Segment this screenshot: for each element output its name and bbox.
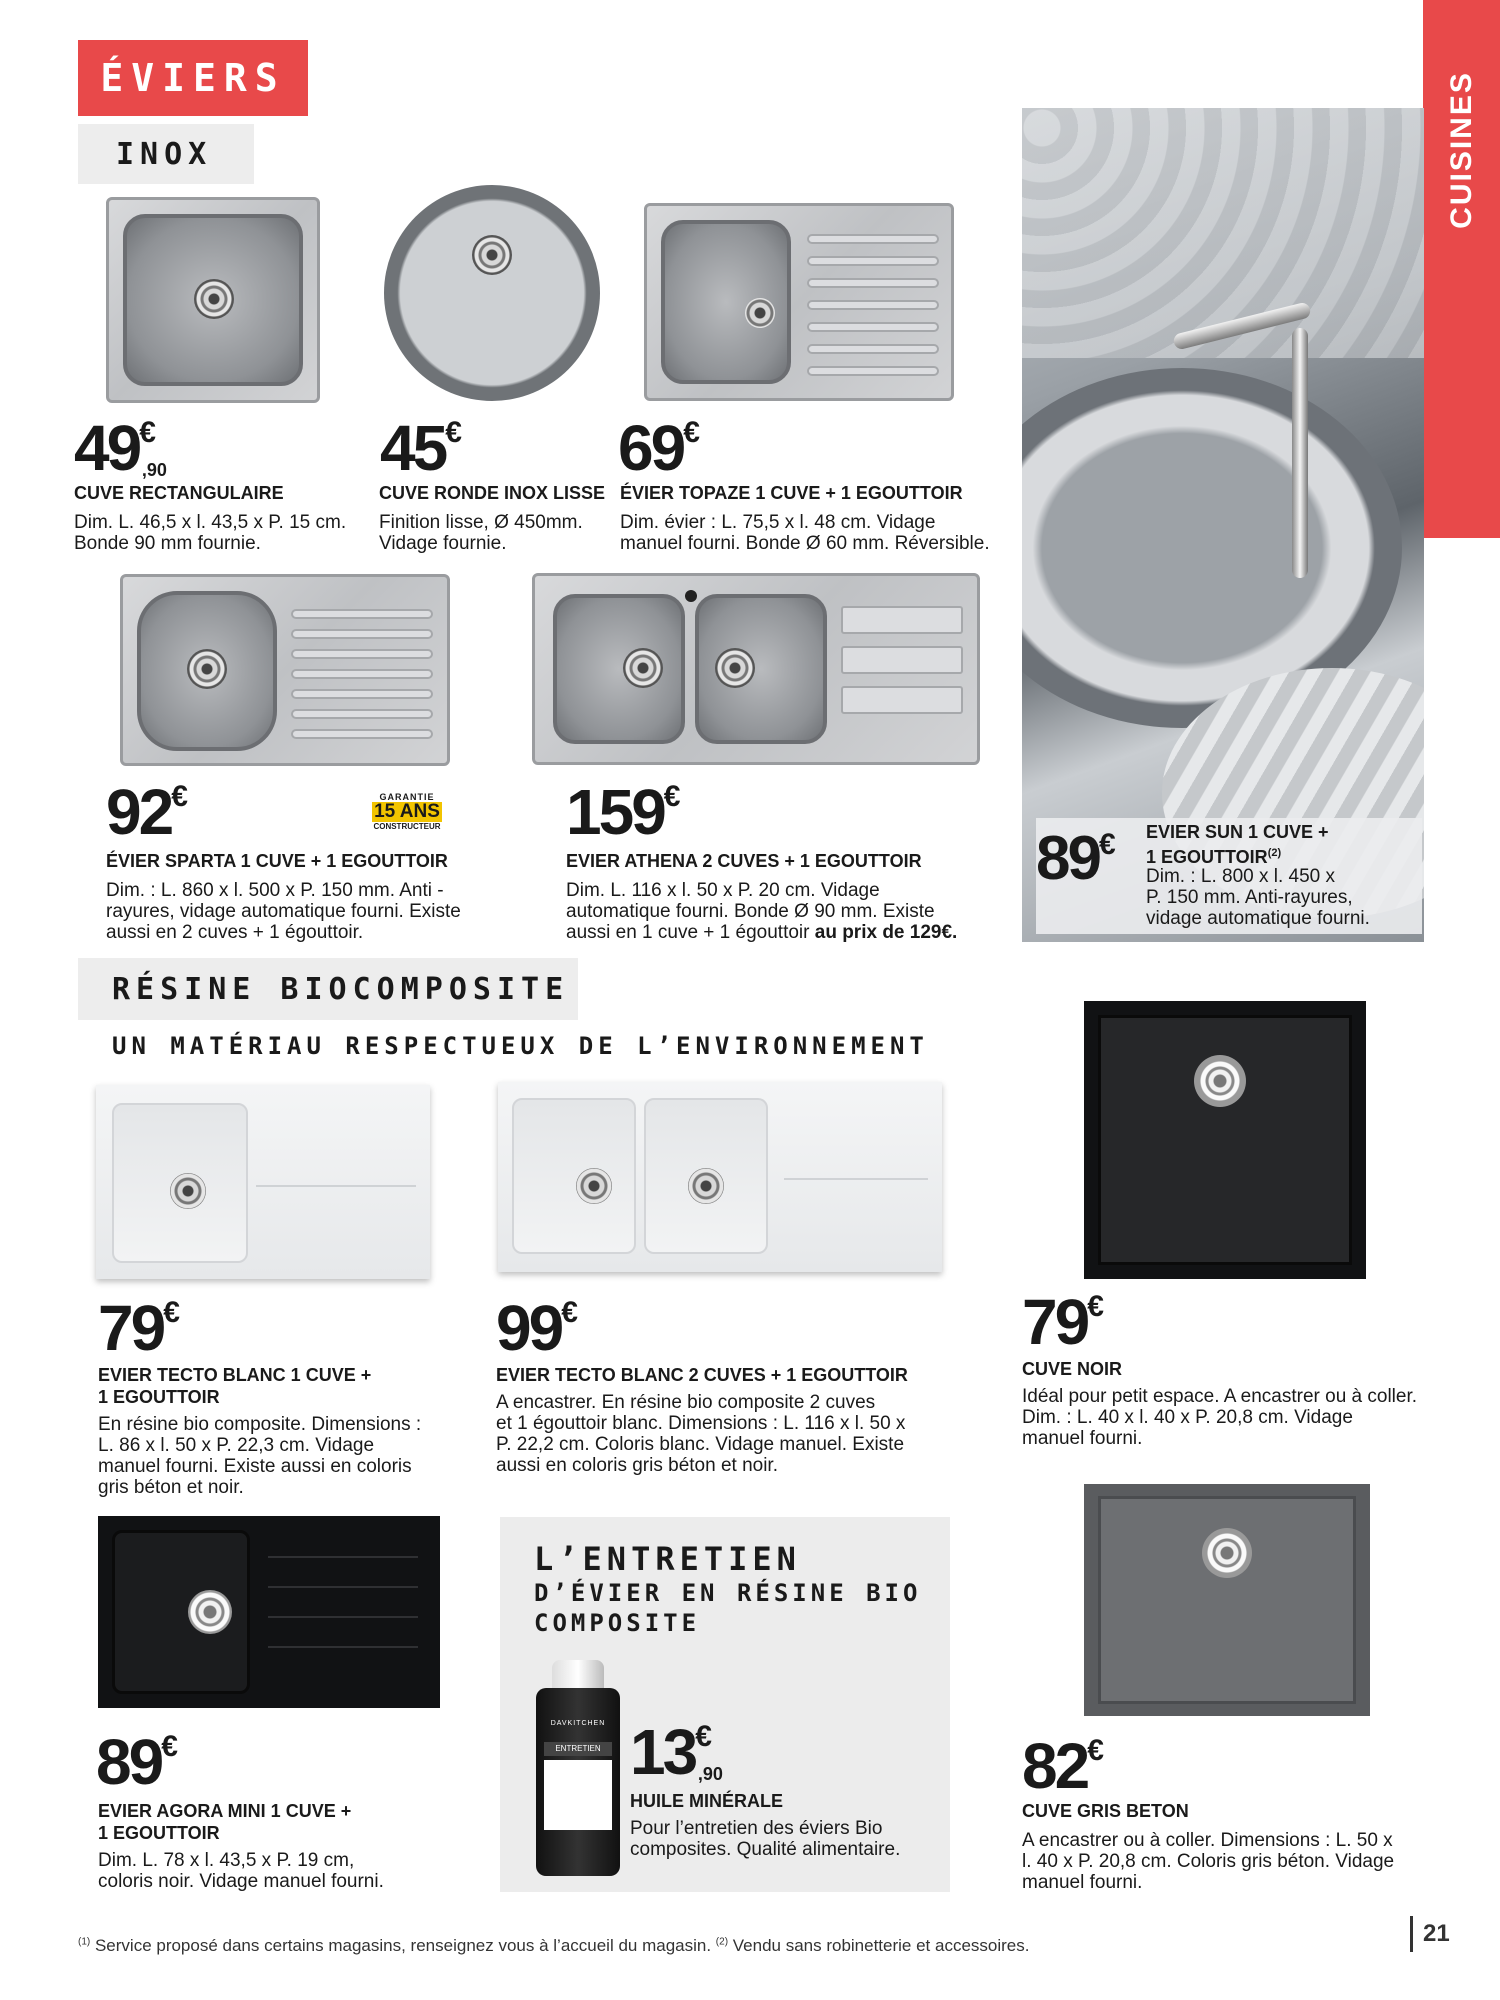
tecto-blanc-1-cuve-image [96,1085,430,1279]
cuve-gris-beton-image [1084,1484,1370,1716]
desc-tecto-blanc-2-cuves: A encastrer. En résine bio composite 2 cuves et 1 égouttoir blanc. Dimensions : L. 116 x l. 50 x P. 22,2 cm. Coloris blanc. Vidage manuel. Existe aussi en coloris gris béton et noir. [496,1392,906,1476]
price-agora-mini: 89€ [96,1726,178,1798]
name-cuve-noir: CUVE NOIR [1022,1359,1123,1379]
footnote: $^{(1)}$ Service proposé dans certains magasins, renseignez vous à l’accueil du magasin. $^{(2)}$ Vendu sans robinetterie et accessoires. [78,1936,1030,1955]
price-evier-sun: 89€ [1036,824,1116,893]
evier-sparta-image [120,574,450,766]
care-subtitle: D’ÉVIER EN RÉSINE BIO COMPOSITE [534,1579,922,1637]
name-evier-sun: EVIER SUN 1 CUVE + 1 EGOUTTOIR$^{(2)}$ [1146,822,1329,867]
resine-subheader: RÉSINE BIOCOMPOSITE [78,958,578,1020]
name-evier-sparta: ÉVIER SPARTA 1 CUVE + 1 EGOUTTOIR [106,851,448,871]
price-cuve-rectangulaire: 49€,90 [74,412,167,484]
desc-evier-sparta: Dim. : L. 860 x l. 500 x P. 150 mm. Anti - rayures, vidage automatique fourni. Existe aussi en 2 cuves + 1 égouttoir. [106,880,461,943]
desc-huile-minerale: Pour l’entretien des éviers Bio composites. Qualité alimentaire. [630,1818,901,1860]
name-tecto-blanc-2-cuves: EVIER TECTO BLANC 2 CUVES + 1 EGOUTTOIR [496,1365,908,1385]
price-cuve-ronde: 45€ [380,412,462,484]
price-huile-minerale: 13€,90 [630,1716,723,1788]
price-evier-sparta: 92€ [106,776,188,848]
inox-subheader: INOX [78,124,254,184]
desc-cuve-noir: Idéal pour petit espace. A encastrer ou à coller. Dim. : L. 40 x l. 40 x P. 20,8 cm. Vidage manuel fourni. [1022,1386,1418,1449]
price-cuve-noir: 79€ [1022,1286,1104,1358]
price-tecto-blanc-1-cuve: 79€ [98,1292,180,1364]
section-title: ÉVIERS [78,40,308,116]
name-huile-minerale: HUILE MINÉRALE [630,1791,783,1811]
name-cuve-ronde: CUVE RONDE INOX LISSE [379,483,606,503]
cuve-rectangulaire-image [106,197,320,403]
desc-evier-athena: Dim. L. 116 x l. 50 x P. 20 cm. Vidage automatique fourni. Bonde Ø 90 mm. Existe aussi en 1 cuve + 1 égouttoir au prix de 129€. [566,880,958,943]
price-tecto-blanc-2-cuves: 99€ [496,1292,578,1364]
desc-cuve-gris-beton: A encastrer ou à coller. Dimensions : L. 50 x l. 40 x P. 20,8 cm. Coloris gris béton. Vidage manuel fourni. [1022,1830,1395,1893]
name-cuve-rectangulaire: CUVE RECTANGULAIRE [74,483,284,503]
mineral-oil-bottle: DAVKITCHEN ENTRETIEN [536,1660,620,1876]
name-evier-athena: EVIER ATHENA 2 CUVES + 1 EGOUTTOIR [566,851,922,871]
cuve-noir-image [1084,1001,1366,1279]
price-evier-athena: 159€ [566,776,681,848]
evier-topaze-image [644,203,954,401]
evier-athena-image [532,573,980,765]
page-number: 21 [1410,1916,1450,1952]
desc-cuve-ronde: Finition lisse, Ø 450mm. Vidage fournie. [379,512,583,554]
category-side-tab-label: CUISINES [1444,71,1478,229]
guarantee-badge: GARANTIE 15 ANS CONSTRUCTEUR [373,792,441,831]
category-side-tab [1423,0,1500,538]
tecto-blanc-2-cuves-image [498,1082,942,1272]
desc-cuve-rectangulaire: Dim. L. 46,5 x l. 43,5 x P. 15 cm. Bonde 90 mm fournie. [74,512,347,554]
name-tecto-blanc-1-cuve: EVIER TECTO BLANC 1 CUVE + 1 EGOUTTOIR [98,1365,372,1407]
price-evier-topaze: 69€ [618,412,700,484]
evier-sun-photo [1022,108,1424,942]
desc-evier-topaze: Dim. évier : L. 75,5 x l. 48 cm. Vidage manuel fourni. Bonde Ø 60 mm. Réversible. [620,512,990,554]
name-evier-topaze: ÉVIER TOPAZE 1 CUVE + 1 EGOUTTOIR [620,483,963,503]
cuve-ronde-image [384,185,600,401]
resine-tagline: UN MATÉRIAU RESPECTUEUX DE L’ENVIRONNEMENT [112,1032,929,1060]
price-cuve-gris-beton: 82€ [1022,1730,1104,1802]
desc-evier-sun: Dim. : L. 800 x l. 450 x P. 150 mm. Anti-rayures, vidage automatique fourni. [1146,866,1370,929]
desc-agora-mini: Dim. L. 78 x l. 43,5 x P. 19 cm, coloris noir. Vidage manuel fourni. [98,1850,384,1892]
name-agora-mini: EVIER AGORA MINI 1 CUVE + 1 EGOUTTOIR [98,1801,352,1843]
agora-mini-image [98,1516,440,1708]
desc-tecto-blanc-1-cuve: En résine bio composite. Dimensions : L. 86 x l. 50 x P. 22,3 cm. Vidage manuel fourni. Existe aussi en coloris gris béton et noir. [98,1414,422,1498]
care-title: L’ENTRETIEN [534,1540,801,1578]
name-cuve-gris-beton: CUVE GRIS BETON [1022,1801,1189,1821]
